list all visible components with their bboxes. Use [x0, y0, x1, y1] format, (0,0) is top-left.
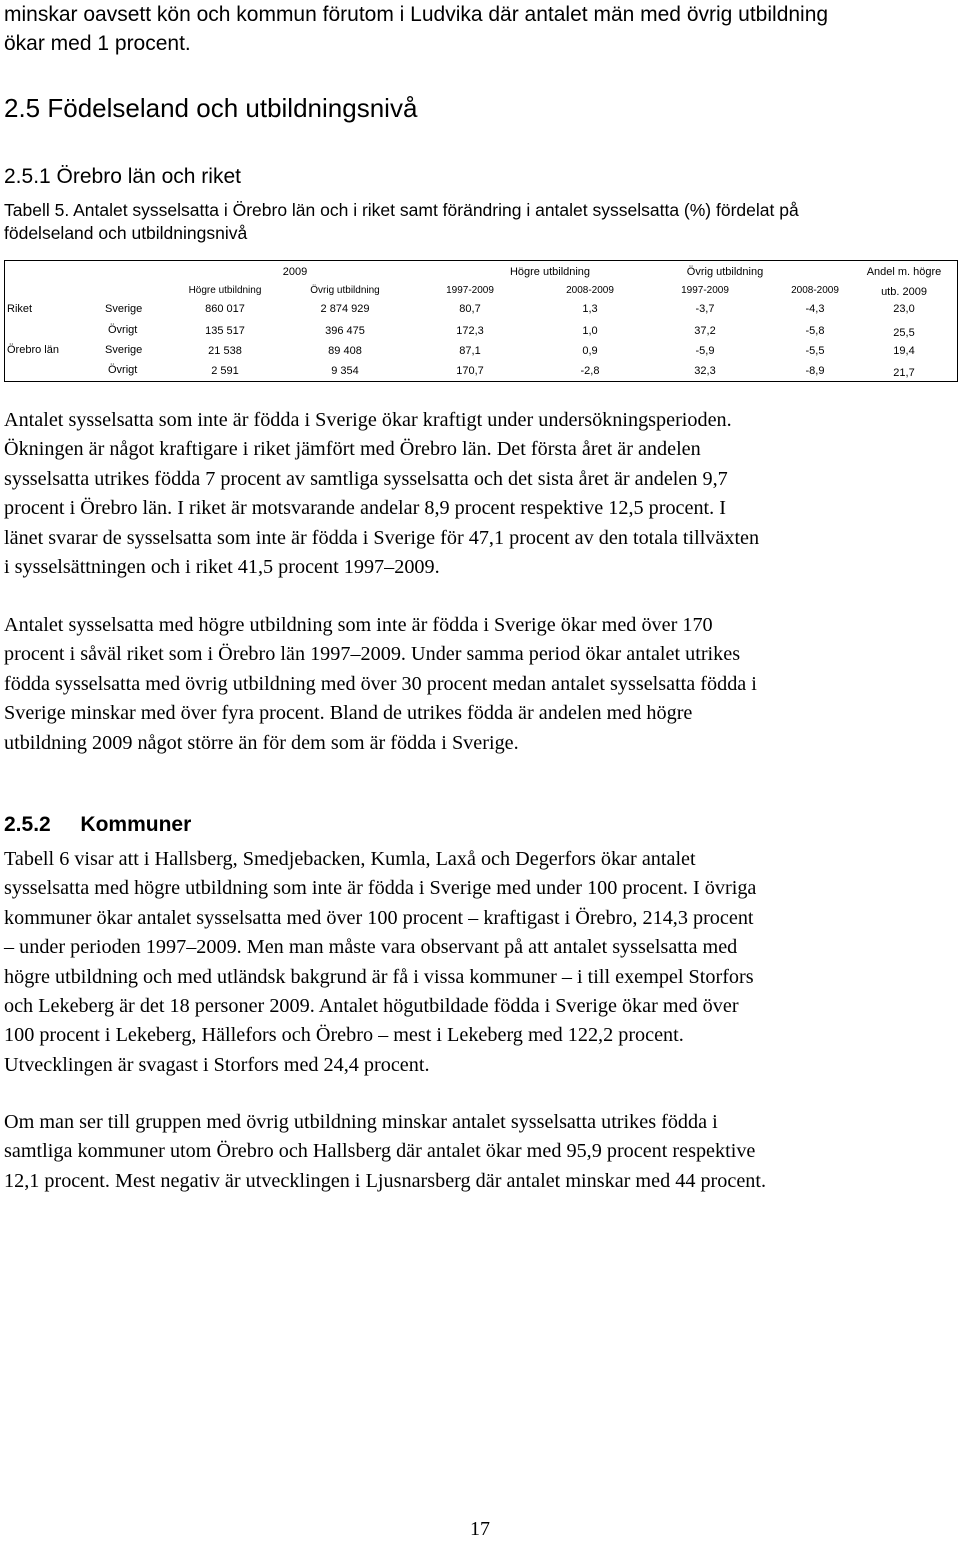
paragraph-line: Ökningen är något kraftigare i riket jämfört med Örebro län. Det första året är andelen — [4, 438, 701, 461]
subheader-cell: Högre utbildning — [188, 285, 262, 296]
table-cell: -5,5 — [805, 345, 825, 357]
paragraph-line: födda sysselsatta med övrig utbildning med över 30 procent medan antalet sysselsatta födda i — [4, 672, 757, 695]
paragraph-line: Antalet sysselsatta med högre utbildning som inte är födda i Sverige ökar med över 170 — [4, 614, 713, 636]
paragraph-line: kommuner ökar antalet sysselsatta med över 100 procent – kraftigast i Örebro, 214,3 procent — [4, 906, 754, 929]
intro-line: ökar med 1 procent. — [4, 32, 191, 55]
table-cell: 1,3 — [582, 303, 598, 315]
paragraph-line: utbildning 2009 något större än för dem som är födda i Sverige. — [4, 731, 519, 754]
paragraph-line: i sysselsättningen och i riket 41,5 procent 1997–2009. — [4, 556, 440, 579]
paragraph-line: – under perioden 1997–2009. Men man måste vara observant på att antalet sysselsatta med — [4, 936, 738, 959]
paragraph-4 — [4, 1108, 956, 1196]
table-cell: -5,8 — [805, 325, 825, 337]
row-region: Örebro län — [7, 344, 59, 356]
heading-number: 2.5.2 — [4, 813, 51, 836]
table-cell: -5,9 — [695, 345, 715, 357]
paragraph-line: högre utbildning och med utländsk bakgrund är få i vissa kommuner – i till exempel Storfors — [4, 965, 754, 988]
table-cell: 21 538 — [208, 345, 242, 357]
table-cell: 19,4 — [893, 345, 915, 357]
row-region: Riket — [7, 303, 33, 315]
table-cell: 2 874 929 — [320, 303, 370, 315]
paragraph-3 — [4, 845, 956, 1080]
data-table — [4, 260, 958, 382]
subheader-cell: 1997-2009 — [446, 285, 494, 296]
table-cell: 23,0 — [893, 303, 915, 315]
header-share: utb. 2009 — [881, 286, 927, 298]
table-cell: 32,3 — [694, 365, 716, 377]
heading-2-5: 2.5 Födelseland och utbildningsnivå — [4, 93, 418, 123]
paragraph-line: procent i Örebro län. I riket är motsvarande andelar 8,9 procent respektive 12,5 procent. I — [4, 497, 726, 520]
heading-2-5-2 — [4, 812, 191, 838]
row-origin: Övrigt — [108, 364, 138, 376]
row-origin: Övrigt — [108, 324, 138, 336]
paragraph-line: Tabell 6 visar att i Hallsberg, Smedjebacken, Kumla, Laxå och Degerfors ökar antalet — [4, 848, 696, 870]
table-cell: 135 517 — [205, 325, 245, 337]
table-cell: 9 354 — [331, 365, 359, 377]
paragraph-line: procent i såväl riket som i Örebro län 1997–2009. Under samma period ökar antalet utrikes — [4, 643, 741, 666]
page-number: 17 — [470, 1518, 490, 1540]
table-cell: 170,7 — [456, 365, 484, 377]
paragraph-line: Utvecklingen är svagast i Storfors med 24,4 procent. — [4, 1053, 430, 1076]
table-cell: 80,7 — [459, 303, 481, 315]
table-cell: 0,9 — [582, 345, 598, 357]
intro-text — [4, 0, 954, 58]
paragraph-2 — [4, 611, 956, 758]
table-cell: 396 475 — [325, 325, 365, 337]
table-cell: 860 017 — [205, 303, 245, 315]
caption-line: Tabell 5. Antalet sysselsatta i Örebro län och i riket samt förändring i antalet sysselsatta (%) fördelat på — [4, 200, 799, 220]
header-other: Övrig utbildning — [686, 266, 764, 278]
subheader-cell: 2008-2009 — [791, 285, 839, 296]
paragraph-line: samtliga kommuner utom Örebro och Hallsberg där antalet ökar med 95,9 procent respektive — [4, 1140, 756, 1163]
table-cell: 25,5 — [893, 327, 915, 339]
paragraph-line: sysselsatta utrikes födda 7 procent av samtliga sysselsatta och det sista året är andelen 9,7 — [4, 467, 728, 490]
paragraph-line: 12,1 procent. Mest negativ är utvecklingen i Ljusnarsberg där antalet minskar med 44 procent. — [4, 1169, 767, 1192]
table-cell: 172,3 — [456, 325, 484, 337]
table-cell: 2 591 — [211, 365, 239, 377]
table-cell: -2,8 — [580, 365, 600, 377]
heading-title: Kommuner — [80, 813, 192, 836]
caption-line: födelseland och utbildningsnivå — [4, 223, 248, 243]
table-cell: 37,2 — [694, 325, 716, 337]
table-cell: 1,0 — [582, 325, 598, 337]
table-cell: -8,9 — [805, 365, 825, 377]
subheader-cell: Övrig utbildning — [310, 285, 380, 296]
table-cell: -3,7 — [695, 303, 715, 315]
paragraph-line: Om man ser till gruppen med övrig utbildning minskar antalet sysselsatta utrikes födda i — [4, 1111, 718, 1133]
row-origin: Sverige — [105, 303, 143, 315]
header-share: Andel m. högre — [866, 266, 942, 278]
paragraph-line: Antalet sysselsatta som inte är födda i Sverige ökar kraftigt under undersökningsperioden. — [4, 409, 732, 431]
header-higher: Högre utbildning — [509, 266, 591, 278]
row-origin: Sverige — [105, 344, 143, 356]
table-caption — [4, 199, 954, 245]
paragraph-line: Sverige minskar med över fyra procent. Bland de utrikes födda är andelen med högre — [4, 702, 693, 725]
subheader-cell: 2008-2009 — [566, 285, 614, 296]
heading-2-5-1: 2.5.1 Örebro län och riket — [4, 165, 241, 188]
table-cell: 21,7 — [893, 367, 915, 379]
table-cell: -4,3 — [805, 303, 825, 315]
paragraph-1 — [4, 406, 956, 582]
table-cell: 89 408 — [328, 345, 362, 357]
table-cell: 87,1 — [459, 345, 481, 357]
paragraph-line: länet svarar de sysselsatta som inte är födda i Sverige för 47,1 procent av den totala tillväxten — [4, 526, 760, 549]
paragraph-line: sysselsatta med högre utbildning som inte är födda i Sverige med under 100 procent. I övriga — [4, 877, 757, 900]
paragraph-line: och Lekeberg är det 18 personer 2009. Antalet högutbildade födda i Sverige ökar med över — [4, 995, 739, 1018]
intro-line: minskar oavsett kön och kommun förutom i Ludvika där antalet män med övrig utbildning — [4, 3, 829, 26]
paragraph-line: 100 procent i Lekeberg, Hällefors och Örebro – mest i Lekeberg med 122,2 procent. — [4, 1024, 684, 1047]
header-year: 2009 — [282, 266, 308, 278]
subheader-cell: 1997-2009 — [681, 285, 729, 296]
